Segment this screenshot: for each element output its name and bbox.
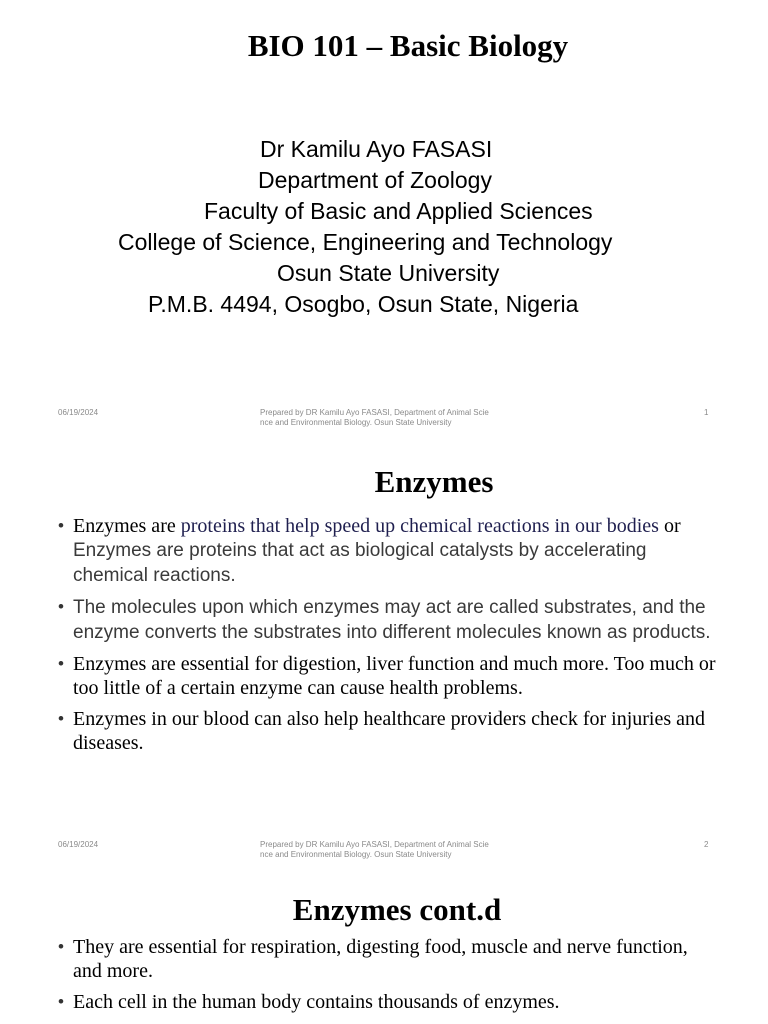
- footer-date: 06/19/2024: [58, 840, 99, 849]
- footer-prepared-by: [260, 408, 520, 428]
- author-address: P.M.B. 4494, Osogbo, Osun State, Nigeria: [148, 291, 579, 317]
- bullet-item: [58, 595, 718, 645]
- author-department: Department of Zoology: [258, 167, 492, 193]
- footer-prepared-line-1: Prepared by DR Kamilu Ayo FASASI, Department of Animal Scie: [260, 840, 489, 849]
- bullet-text-part: proteins that help speed up chemical reactions in our bodies: [180, 515, 659, 537]
- footer-prepared-line-2: nce and Environmental Biology. Osun State University: [260, 418, 452, 427]
- author-college: College of Science, Engineering and Technology: [118, 229, 613, 255]
- slide-2: [0, 440, 768, 880]
- bullet-item: [58, 514, 718, 588]
- footer-page-number: 2: [704, 840, 709, 849]
- bullet-text: Enzymes are essential for digestion, liver function and much more. Too much or too little of a certain enzyme can cause health problems.: [73, 653, 716, 699]
- author-university: Osun State University: [277, 260, 500, 286]
- footer-prepared-line-2: nce and Environmental Biology. Osun State University: [260, 850, 452, 859]
- bullet-item: [58, 707, 718, 755]
- slide-title: BIO 101 – Basic Biology: [247, 28, 569, 63]
- bullet-list: [58, 935, 718, 1021]
- bullet-text-part: Enzymes are: [73, 515, 181, 537]
- bullet-item: [58, 652, 718, 700]
- footer-page-number: 1: [704, 408, 709, 417]
- bullet-dot: •: [58, 597, 64, 616]
- bullet-text: The molecules upon which enzymes may act are called substrates, and the enzyme converts the substrates into different molecules known as products.: [73, 597, 711, 643]
- slide-1: [0, 0, 768, 440]
- bullet-dot: •: [58, 937, 64, 956]
- footer-date: 06/19/2024: [58, 408, 99, 417]
- footer-prepared-by: [260, 840, 520, 860]
- bullet-dot: •: [58, 709, 64, 728]
- author-name: Dr Kamilu Ayo FASASI: [260, 136, 493, 162]
- slide-3: [0, 880, 768, 1024]
- bullet-item: [58, 935, 718, 983]
- author-faculty: Faculty of Basic and Applied Sciences: [204, 198, 593, 224]
- slide-title: Enzymes cont.d: [292, 892, 502, 927]
- footer-prepared-line-1: Prepared by DR Kamilu Ayo FASASI, Department of Animal Scie: [260, 408, 489, 417]
- bullet-text-part: Enzymes are proteins that act as biological catalysts by accelerating chemical reactions.: [73, 540, 647, 586]
- bullet-dot: •: [58, 654, 64, 673]
- slide-title: Enzymes: [374, 464, 494, 499]
- bullet-text: Enzymes in our blood can also help healthcare providers check for injuries and diseases.: [73, 708, 706, 754]
- bullet-item: [58, 990, 718, 1014]
- slide-footer: [0, 408, 768, 438]
- bullet-text: They are essential for respiration, digesting food, muscle and nerve function, and more.: [73, 936, 688, 982]
- bullet-list: [58, 514, 718, 762]
- slide-footer: [0, 840, 768, 870]
- bullet-dot: •: [58, 516, 64, 535]
- bullet-text-part: or: [658, 515, 681, 537]
- bullet-text: Each cell in the human body contains thousands of enzymes.: [73, 991, 560, 1013]
- bullet-dot: •: [58, 992, 64, 1011]
